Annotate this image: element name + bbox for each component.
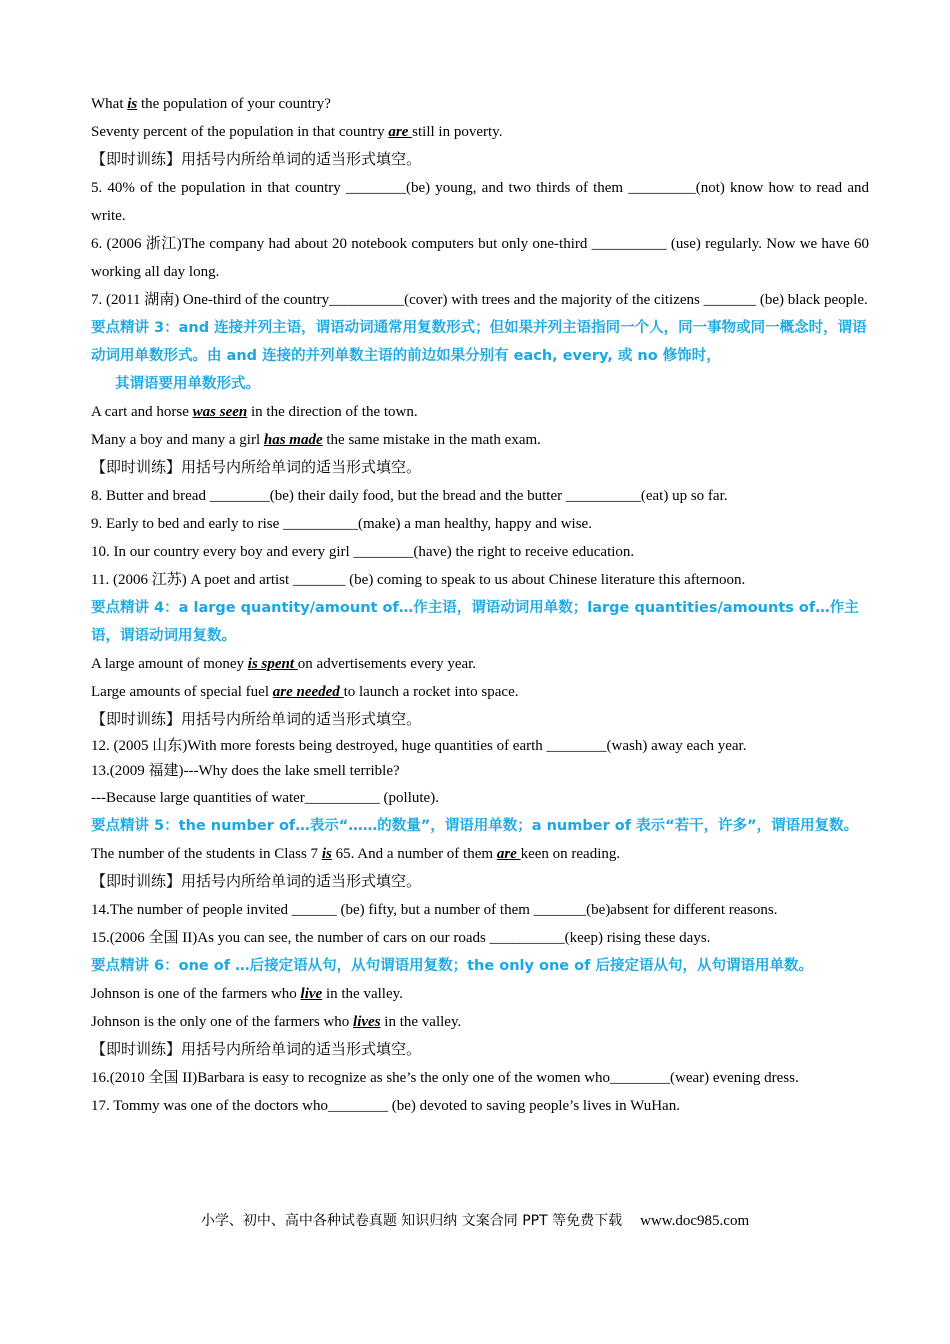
- example-sentence: Large amounts of special fuel are needed to launch a rocket into space.: [91, 684, 519, 700]
- example-answer: is: [321, 846, 332, 862]
- question-10: 10. In our country every boy and every girl ________(have) the right to receive education.: [91, 544, 635, 560]
- footer-url[interactable]: www.doc985.com: [640, 1213, 750, 1229]
- example-answer: are: [388, 124, 413, 140]
- question-6: 6. (2006 浙江)The company had about 20 notebook computers but only one-third __________ (use) regularly. Now we have 60 working all day long.: [91, 236, 869, 280]
- worksheet-page: [91, 90, 869, 1120]
- drill-heading: 【即时训练】用括号内所给单词的适当形式填空。: [91, 152, 422, 168]
- question-5: 5. 40% of the population in that country ________(be) young, and two thirds of them _________(not) know how to read and write.: [91, 180, 869, 224]
- example-sentence: Many a boy and many a girl has made the same mistake in the math exam.: [91, 432, 541, 448]
- question-7: 7. (2011 湖南) One-third of the country__________(cover) with trees and the majority of the citizens _______ (be) black people.: [91, 292, 868, 308]
- question-12: 12. (2005 山东)With more forests being destroyed, huge quantities of earth ________(wash) away each year.: [91, 738, 747, 754]
- key-point-4: 要点精讲 4：a large quantity/amount of…作主语，谓语动词用单数；large quantities/amounts of…作主语，谓语动词用复数。: [91, 600, 859, 644]
- question-11: 11. (2006 江苏) A poet and artist _______ (be) coming to speak to us about Chinese literature this afternoon.: [91, 572, 746, 588]
- question-8: 8. Butter and bread ________(be) their daily food, but the bread and the butter __________(eat) up so far.: [91, 488, 728, 504]
- example-sentence: Johnson is the only one of the farmers who lives in the valley.: [91, 1014, 462, 1030]
- drill-heading: 【即时训练】用括号内所给单词的适当形式填空。: [91, 712, 422, 728]
- footer-text: 小学、初中、高中各种试卷真题 知识归纳 文案合同 PPT 等免费下载: [200, 1213, 623, 1229]
- question-13-answer-line: ---Because large quantities of water__________ (pollute).: [91, 790, 439, 806]
- question-17: 17. Tommy was one of the doctors who________ (be) devoted to saving people’s lives in WuHan.: [91, 1098, 680, 1114]
- drill-heading: 【即时训练】用括号内所给单词的适当形式填空。: [91, 460, 422, 476]
- question-15: 15.(2006 全国 II)As you can see, the number of cars on our roads __________(keep) rising these days.: [91, 930, 711, 946]
- drill-heading: 【即时训练】用括号内所给单词的适当形式填空。: [91, 1042, 422, 1058]
- question-16: 16.(2010 全国 II)Barbara is easy to recognize as she’s the only one of the women who________(wear) evening dress.: [91, 1070, 799, 1086]
- question-13: 13.(2009 福建)---Why does the lake smell terrible?: [91, 763, 400, 779]
- example-sentence: Seventy percent of the population in that country are still in poverty.: [91, 124, 503, 140]
- example-sentence: The number of the students in Class 7 is 65. And a number of them are keen on reading.: [91, 846, 621, 862]
- example-answer: live: [300, 986, 323, 1002]
- example-sentence: Johnson is one of the farmers who live in the valley.: [91, 986, 403, 1002]
- example-answer: are needed: [272, 684, 344, 700]
- example-answer: is: [127, 96, 138, 112]
- drill-heading: 【即时训练】用括号内所给单词的适当形式填空。: [91, 874, 422, 890]
- question-9: 9. Early to bed and early to rise __________(make) a man healthy, happy and wise.: [91, 516, 592, 532]
- example-sentence: A cart and horse was seen in the direction of the town.: [91, 404, 418, 420]
- example-answer: lives: [353, 1014, 381, 1030]
- key-point-5: 要点精讲 5：the number of…表示“……的数量”，谓语用单数；a number of 表示“若干，许多”，谓语用复数。: [91, 818, 859, 834]
- example-answer: are: [496, 846, 521, 862]
- page-footer: [0, 1210, 950, 1230]
- example-answer: was seen: [192, 404, 248, 420]
- example-sentence: A large amount of money is spent on advertisements every year.: [91, 656, 477, 672]
- example-answer: has made: [263, 432, 323, 448]
- key-point-6: 要点精讲 6：one of …后接定语从句，从句谓语用复数；the only one of 后接定语从句，从句谓语用单数。: [91, 958, 813, 974]
- example-sentence: What is the population of your country?: [91, 96, 331, 112]
- example-answer: is spent: [247, 656, 298, 672]
- question-14: 14.The number of people invited ______ (be) fifty, but a number of them _______(be)absent for different reasons.: [91, 902, 778, 918]
- key-point-3: 要点精讲 3：and 连接并列主语，谓语动词通常用复数形式；但如果并列主语指同一个人，同一事物或同一概念时，谓语动词用单数形式。由 and 连接的并列单数主语的前边如果分别有 each, every, 或 no 修饰时， 其谓语要用单数形式。: [91, 320, 867, 392]
